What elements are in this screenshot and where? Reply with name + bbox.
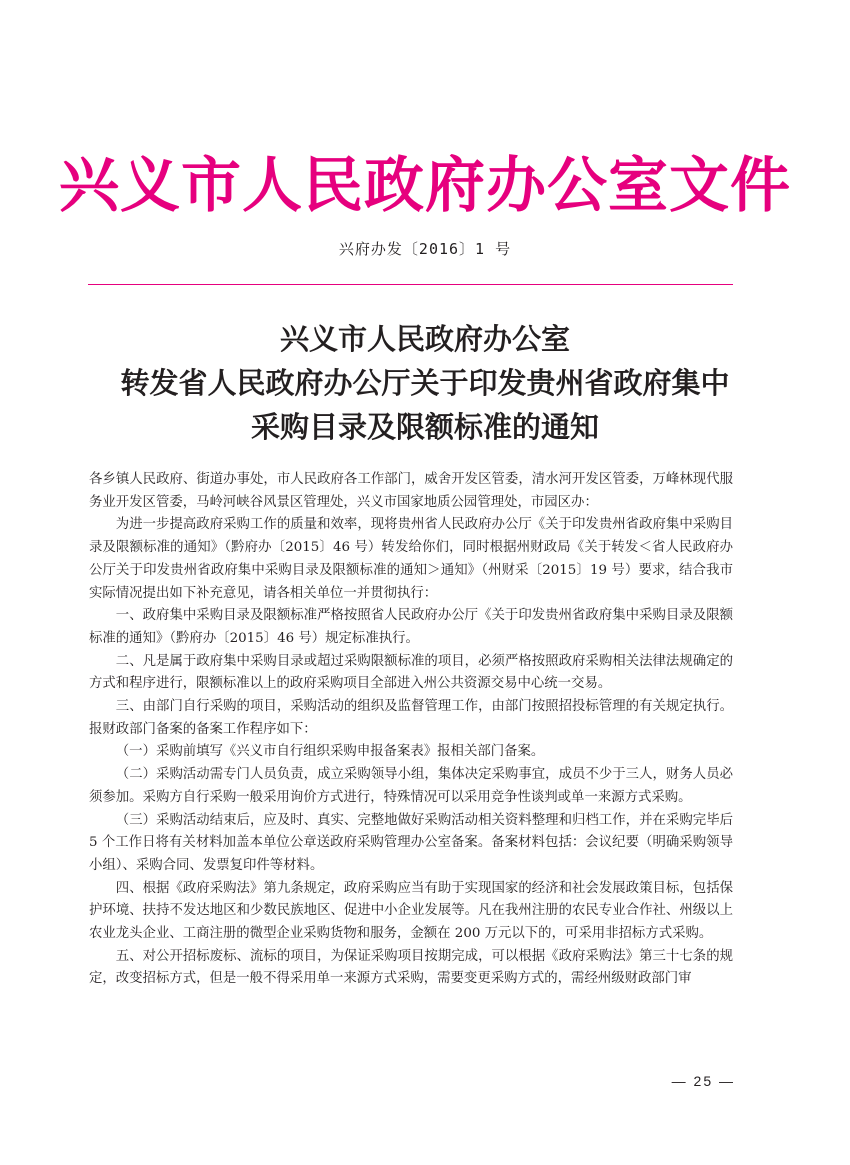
body-paragraph-2: 二、凡是属于政府集中采购目录或超过采购限额标准的项目，必须严格按照政府采购相关法律法规确定的方式和程序进行，限额标准以上的政府采购项目全部进入州公共资源交易中心统一交易。 xyxy=(89,653,733,692)
title-line-3: 采购目录及限额标准的通知 xyxy=(250,410,599,444)
title-line-2: 转发省人民政府办公厅关于印发贵州省政府集中 xyxy=(120,366,730,400)
body-paragraph-3-2: （二）采购活动需专门人员负责，成立采购领导小组，集体决定采购事宜，成员不少于三人，财务人员必须参加。采购方自行采购一般采用询价方式进行，特殊情况可以采用竞争性谈判或单一来源方式采购。 xyxy=(89,767,733,805)
body-paragraph-1: 一、政府集中采购目录及限额标准严格按照省人民政府办公厅《关于印发贵州省政府集中采购目录及限额标准的通知》（黔府办〔2015〕46 号）规定标准执行。 xyxy=(89,608,733,646)
body-paragraph-3-3: （三）采购活动结束后，应及时、真实、完整地做好采购活动相关资料整理和归档工作，并在采购完毕后 5 个工作日将有关材料加盖本单位公章送政府采购管理办公室备案。备案材料包括：会议纪要（明确采购领导小组）、采购合同、发票复印件等材料。 xyxy=(89,812,733,873)
intro-paragraph: 为进一步提高政府采购工作的质量和效率，现将贵州省人民政府办公厅《关于印发贵州省政府集中采购目录及限额标准的通知》（黔府办〔2015〕46 号）转发给你们，同时根据州财政局《关于转发＜省人民政府办公厅关于印发贵州省政府集中采购目录及限额标准的通知＞通知》（州财采〔2015〕19 号）要求，结合我市实际情况提出如下补充意见，请各相关单位一并贯彻执行： xyxy=(89,517,733,601)
header-divider xyxy=(88,284,733,285)
body-paragraph-3: 三、由部门自行采购的项目，采购活动的组织及监督管理工作，由部门按照招投标管理的有关规定执行。报财政部门备案的备案工作程序如下： xyxy=(89,699,733,737)
addressee-paragraph: 各乡镇人民政府、街道办事处，市人民政府各工作部门，威舍开发区管委，清水河开发区管委，万峰林现代服务业开发区管委，马岭河峡谷风景区管理处，兴义市国家地质公园管理处，市园区办： xyxy=(89,472,733,510)
body-paragraph-3-1: （一）采购前填写《兴义市自行组织采购申报备案表》报相关部门备案。 xyxy=(115,744,545,760)
document-title xyxy=(60,317,790,449)
document-number: 兴府办发〔2016〕1 号 xyxy=(338,240,512,258)
page-number: — 25 — xyxy=(671,1073,735,1089)
body-paragraph-4: 四、根据《政府采购法》第九条规定，政府采购应当有助于实现国家的经济和社会发展政策目标，包括保护环境、扶持不发达地区和少数民族地区、促进中小企业发展等。凡在我州注册的农民专业合作社、州级以上农业龙头企业、工商注册的微型企业采购货物和服务，金额在 200 万元以下的，可采用非招标方式采购。 xyxy=(89,880,733,942)
body-paragraph-5: 五、对公开招标废标、流标的项目，为保证采购项目按期完成，可以根据《政府采购法》第三十七条的规定，改变招标方式，但是一般不得采用单一来源方式采购，需要变更采购方式的，需经州级财政部门审 xyxy=(89,948,733,987)
document-body xyxy=(89,469,733,991)
title-line-1: 兴义市人民政府办公室 xyxy=(279,322,570,356)
document-header-title: 兴义市人民政府办公室文件 xyxy=(59,151,791,221)
